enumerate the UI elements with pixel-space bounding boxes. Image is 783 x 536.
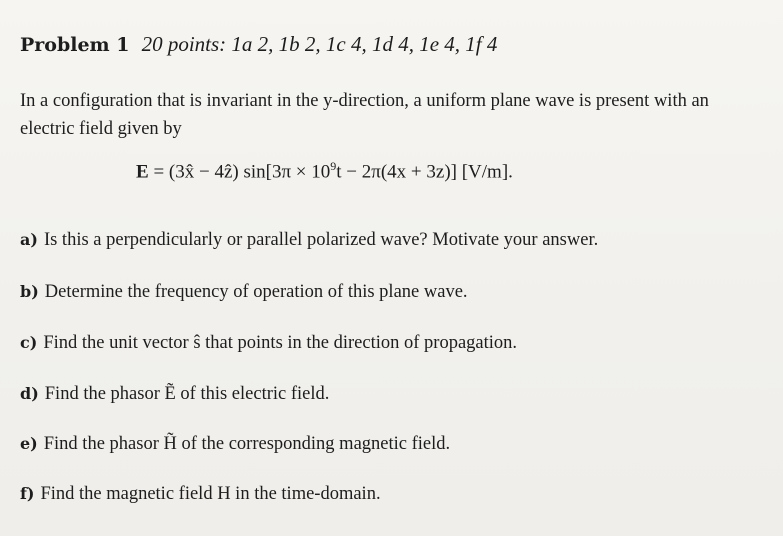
question-b [20, 282, 468, 303]
equation-lhs: E [136, 161, 149, 183]
question-text: Find the unit vector ŝ that points in the direction of propagation. [43, 333, 518, 353]
question-text: Find the phasor H̃ of the corresponding magnetic field. [43, 434, 451, 454]
question-text: Is this a perpendicularly or parallel polarized wave? Motivate your answer. [43, 230, 599, 250]
problem-title: Problem 1 [20, 34, 130, 56]
question-e [20, 434, 450, 455]
question-label: e) [20, 434, 38, 453]
question-text: Find the phasor Ẽ of this electric field. [44, 384, 330, 404]
problem-intro: In a configuration that is invariant in the y-direction, a uniform plane wave is present with an electric field given by [20, 91, 709, 139]
question-label: f) [20, 484, 35, 503]
question-text: Find the magnetic field H in the time-domain. [40, 484, 381, 504]
question-label: c) [20, 333, 38, 352]
question-f [20, 484, 381, 505]
points-breakdown: 20 points: 1a 2, 1b 2, 1c 4, 1d 4, 1e 4, 1f 4 [141, 32, 498, 56]
question-a [20, 230, 598, 251]
equation-rhs: = (3x̂ − 4ẑ) sin[3π × 10 [148, 161, 331, 183]
question-label: a) [20, 230, 38, 249]
question-text: Determine the frequency of operation of this plane wave. [44, 282, 468, 302]
question-d [20, 384, 329, 405]
question-label: b) [20, 282, 39, 301]
equation-exponent: 9 [330, 159, 337, 173]
electric-field-equation [136, 159, 513, 183]
question-label: d) [20, 384, 39, 403]
problem-heading [20, 32, 497, 57]
question-c [20, 333, 517, 354]
equation-tail: t − 2π(4x + 3z)] [V/m]. [336, 161, 513, 183]
